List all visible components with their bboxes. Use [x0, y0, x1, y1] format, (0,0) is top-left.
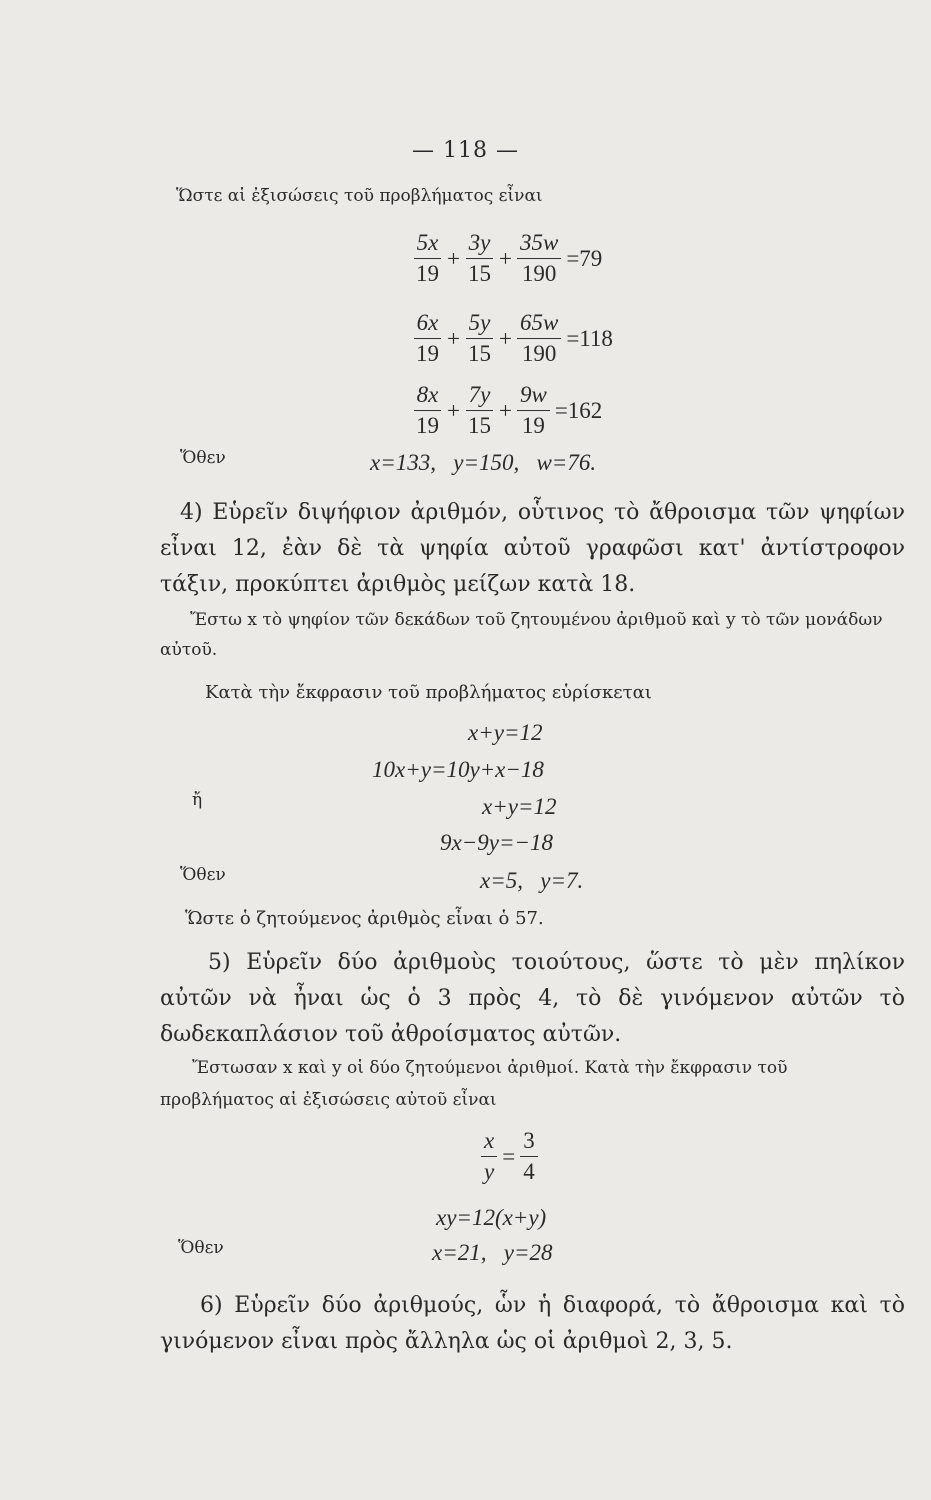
fraction: $\frac{3y}{15}$ — [465, 230, 494, 287]
intro-equations-text: Ὥστε αἱ ἐξισώσεις τοῦ προβλήματος εἶναι — [176, 186, 543, 206]
fraction: $\frac{9w}{19}$ — [517, 382, 550, 439]
problem-6: 6) Εὑρεῖν δύο ἀριθμούς, ὧν ἡ διαφορά, τὸ ἄθροισμα καὶ τὸ γινόμενον εἶναι πρὸς ἄλληλα ὡς οἱ ἀριθμοὶ 2, 3, 5. — [160, 1293, 905, 1354]
solution-1: x=133, y=150, w=76. — [370, 450, 597, 475]
equation-4a: x+y=12 — [468, 720, 543, 745]
fraction: $\frac{7y}{15}$ — [465, 382, 494, 439]
fraction: $\frac{6x}{19}$ — [413, 310, 442, 367]
fraction: $\frac{5y}{15}$ — [465, 310, 494, 367]
fraction: $\frac{65w}{190}$ — [517, 310, 561, 367]
fraction: $\frac{8x}{19}$ — [413, 382, 442, 439]
or-label: ἤ — [192, 790, 203, 810]
equation-4b: 10x+y=10y+x−18 — [372, 757, 544, 782]
page-number: — 118 — — [412, 138, 519, 163]
hence-label: Ὅθεν — [180, 865, 226, 885]
fraction: $\frac{3}{4}$ — [520, 1128, 538, 1185]
equation-5b: xy=12(x+y) — [436, 1205, 547, 1230]
equation-4d: 9x−9y=−18 — [440, 830, 553, 855]
problem-4: 4) Εὑρεῖν διψήφιον ἀριθμόν, οὗτινος τὸ ἄθροισμα τῶν ψηφίων εἶναι 12, ἐὰν δὲ τὰ ψηφία αὐτοῦ γραφῶσι κατ' ἀντίστροφον τάξιν, προκύπτει ἀριθμὸς μείζων κατὰ 18. — [160, 500, 905, 597]
equation-row-2: $\frac{6x}{19}$ + $\frac{5y}{15}$ + $\frac{65w}{190}$ =118 — [410, 310, 615, 367]
hence-label: Ὅθεν — [180, 448, 226, 468]
let-statement-4: Ἔστω x τὸ ψηφίον τῶν δεκάδων τοῦ ζητουμένου ἀριθμοῦ καὶ y τὸ τῶν μονάδων αὐτοῦ. — [160, 610, 883, 660]
result-4: Ὥστε ὁ ζητούμενος ἀριθμὸς εἶναι ὁ 57. — [185, 908, 544, 929]
equation-row-3: $\frac{8x}{19}$ + $\frac{7y}{15}$ + $\frac{9w}{19}$ =162 — [410, 382, 604, 439]
hence-label: Ὅθεν — [178, 1238, 224, 1258]
equation-4c: x+y=12 — [482, 794, 557, 819]
expression-text-4: Κατὰ τὴν ἔκφρασιν τοῦ προβλήματος εὑρίσκεται — [205, 682, 652, 703]
let-statement-5: Ἔστωσαν x καὶ y οἱ δύο ζητούμενοι ἀριθμοί. Κατὰ τὴν ἔκφρασιν τοῦ προβλήματος αἱ ἐξισώσεις αὐτοῦ εἶναι — [160, 1058, 788, 1110]
fraction: $\frac{x}{y}$ — [481, 1128, 497, 1185]
equation-5a: $\frac{x}{y}$ = $\frac{3}{4}$ — [478, 1128, 541, 1185]
solution-5: x=21, y=28 — [432, 1240, 553, 1265]
equation-row-1: $\frac{5x}{19}$ + $\frac{3y}{15}$ + $\frac{35w}{190}$ =79 — [410, 230, 604, 287]
solution-4: x=5, y=7. — [480, 868, 584, 893]
fraction: $\frac{35w}{190}$ — [517, 230, 561, 287]
fraction: $\frac{5x}{19}$ — [413, 230, 442, 287]
problem-5: 5) Εὑρεῖν δύο ἀριθμοὺς τοιούτους, ὥστε τὸ μὲν πηλίκον αὐτῶν νὰ ἦναι ὡς ὁ 3 πρὸς 4, τὸ δὲ γινόμενον αὐτῶν τὸ δωδεκαπλάσιον τοῦ ἀθροίσματος αὐτῶν. — [160, 950, 905, 1047]
